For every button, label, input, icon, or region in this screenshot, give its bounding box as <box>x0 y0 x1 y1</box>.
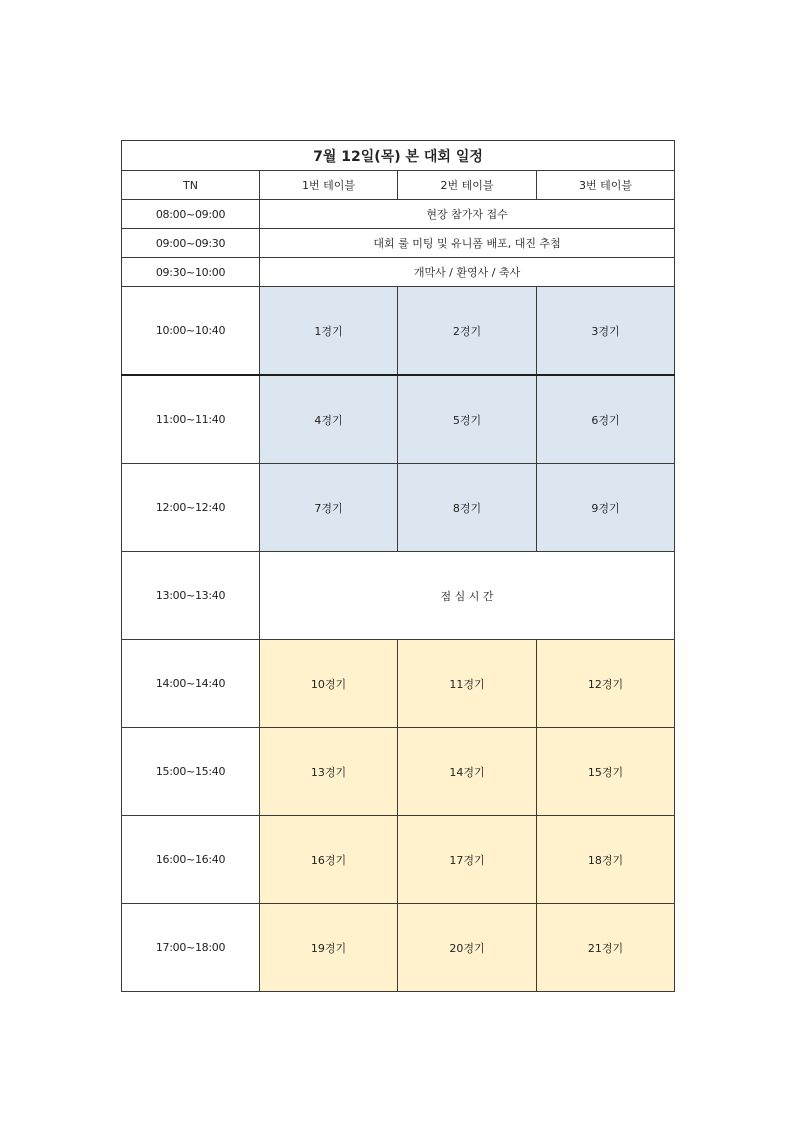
schedule-sheet <box>121 140 674 992</box>
time-cell: 15:00~15:40 <box>122 728 260 816</box>
game-cell: 10경기 <box>260 640 398 728</box>
table-row <box>122 640 675 728</box>
game-cell: 8경기 <box>398 464 537 552</box>
game-cell: 18경기 <box>537 816 675 904</box>
table-row <box>122 229 675 258</box>
table-row <box>122 904 675 992</box>
game-cell: 6경기 <box>537 375 675 464</box>
game-cell: 3경기 <box>537 287 675 376</box>
table-row <box>122 816 675 904</box>
table-row <box>122 200 675 229</box>
game-cell: 5경기 <box>398 375 537 464</box>
time-cell: 11:00~11:40 <box>122 375 260 464</box>
game-cell: 19경기 <box>260 904 398 992</box>
game-cell: 11경기 <box>398 640 537 728</box>
time-cell: 14:00~14:40 <box>122 640 260 728</box>
game-cell: 13경기 <box>260 728 398 816</box>
game-cell: 1경기 <box>260 287 398 376</box>
game-cell: 7경기 <box>260 464 398 552</box>
time-cell: 13:00~13:40 <box>122 552 260 640</box>
table-row <box>122 287 675 376</box>
time-cell: 09:30~10:00 <box>122 258 260 287</box>
event-cell: 개막사 / 환영사 / 축사 <box>260 258 675 287</box>
schedule-table <box>121 140 675 992</box>
game-cell: 14경기 <box>398 728 537 816</box>
game-cell: 17경기 <box>398 816 537 904</box>
table-row <box>122 258 675 287</box>
game-cell: 15경기 <box>537 728 675 816</box>
header-tn: TN <box>122 171 260 200</box>
table-row <box>122 375 675 464</box>
game-cell: 12경기 <box>537 640 675 728</box>
time-cell: 17:00~18:00 <box>122 904 260 992</box>
game-cell: 4경기 <box>260 375 398 464</box>
header-table-1: 1번 테이블 <box>260 171 398 200</box>
time-cell: 08:00~09:00 <box>122 200 260 229</box>
header-table-3: 3번 테이블 <box>537 171 675 200</box>
time-cell: 10:00~10:40 <box>122 287 260 376</box>
event-cell: 현장 참가자 접수 <box>260 200 675 229</box>
time-cell: 16:00~16:40 <box>122 816 260 904</box>
game-cell: 16경기 <box>260 816 398 904</box>
time-cell: 09:00~09:30 <box>122 229 260 258</box>
table-row <box>122 552 675 640</box>
lunch-cell: 점 심 시 간 <box>260 552 675 640</box>
table-row <box>122 728 675 816</box>
game-cell: 21경기 <box>537 904 675 992</box>
time-cell: 12:00~12:40 <box>122 464 260 552</box>
game-cell: 20경기 <box>398 904 537 992</box>
game-cell: 9경기 <box>537 464 675 552</box>
header-table-2: 2번 테이블 <box>398 171 537 200</box>
event-cell: 대회 룰 미팅 및 유니폼 배포, 대진 추첨 <box>260 229 675 258</box>
table-row <box>122 464 675 552</box>
schedule-title: 7월 12일(목) 본 대회 일정 <box>122 141 675 171</box>
game-cell: 2경기 <box>398 287 537 376</box>
